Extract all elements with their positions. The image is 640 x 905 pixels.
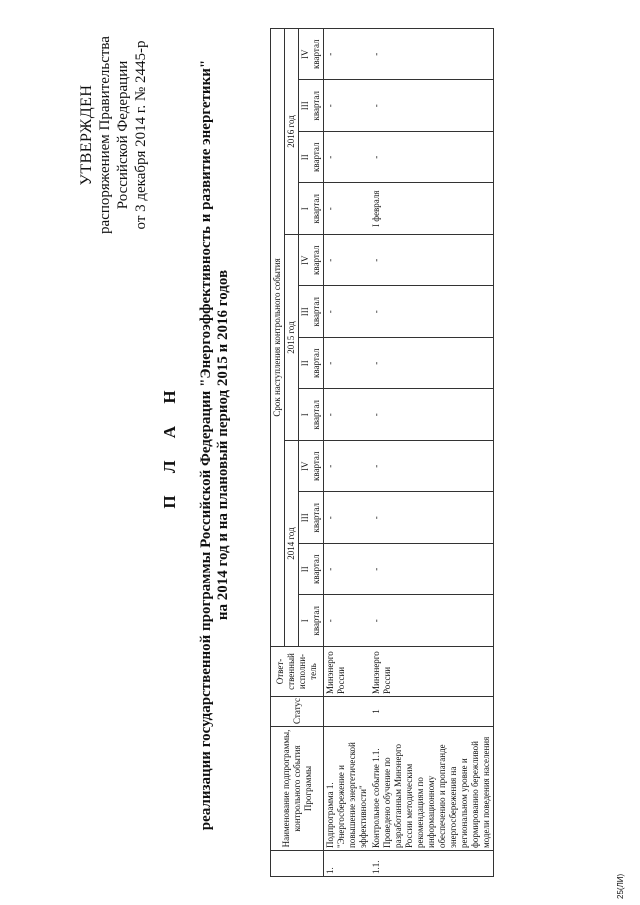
quarter-word: квартал bbox=[311, 554, 321, 584]
quarter-word: квартал bbox=[311, 245, 321, 275]
deadline-cell: - bbox=[370, 389, 494, 441]
quarter-header bbox=[299, 595, 324, 647]
quarter-header bbox=[299, 286, 324, 338]
deadline-cell: - bbox=[370, 286, 494, 338]
quarter-header bbox=[299, 338, 324, 390]
quarter-word: квартал bbox=[311, 39, 321, 69]
deadline-cell: - bbox=[324, 183, 371, 235]
row-number: 1. bbox=[324, 851, 371, 877]
header-executor: Ответ-ственный исполни-тель bbox=[271, 647, 324, 697]
deadline-cell: - bbox=[370, 80, 494, 132]
approval-line-2: Российской Федерации bbox=[115, 60, 131, 210]
quarter-header bbox=[299, 80, 324, 132]
quarter-roman: I bbox=[300, 413, 310, 417]
table-body bbox=[324, 28, 494, 876]
deadline-cell: - bbox=[370, 132, 494, 184]
row-executor: Минэнерго России bbox=[324, 647, 371, 697]
quarter-roman: IV bbox=[300, 49, 310, 59]
title-line-1: реализации государственной программы Российской Федерации "Энергоэффективность и развитие энергетики" bbox=[198, 59, 214, 831]
quarter-word: квартал bbox=[311, 400, 321, 430]
header-deadline: Срок наступления контрольного события bbox=[271, 28, 285, 646]
table-row bbox=[370, 28, 494, 876]
approval-line-3: от 3 декабря 2014 г. № 2445-р bbox=[133, 40, 149, 230]
deadline-cell: - bbox=[370, 544, 494, 596]
deadline-cell: - bbox=[324, 441, 371, 493]
approval-heading: УТВЕРЖДЕН bbox=[78, 84, 95, 186]
quarter-word: квартал bbox=[311, 503, 321, 533]
quarter-word: квартал bbox=[311, 91, 321, 121]
deadline-cell: - bbox=[324, 492, 371, 544]
deadline-cell: - bbox=[370, 595, 494, 647]
quarter-header bbox=[299, 132, 324, 184]
quarter-roman: II bbox=[300, 154, 310, 161]
quarter-roman: IV bbox=[300, 461, 310, 471]
table-row bbox=[324, 28, 371, 876]
header-year-2014: 2014 год bbox=[285, 441, 299, 647]
row-number: 1.1. bbox=[370, 851, 494, 877]
quarter-header bbox=[299, 235, 324, 287]
header-status: Статус bbox=[271, 697, 324, 727]
deadline-cell: - bbox=[324, 80, 371, 132]
quarter-word: квартал bbox=[311, 451, 321, 481]
deadline-cell: I февраля bbox=[370, 183, 494, 235]
deadline-cell: - bbox=[324, 338, 371, 390]
row-executor: Минэнерго России bbox=[370, 647, 494, 697]
quarter-roman: III bbox=[300, 307, 310, 317]
quarter-word: квартал bbox=[311, 297, 321, 327]
quarter-header bbox=[299, 28, 324, 80]
plan-table bbox=[270, 28, 494, 877]
row-status: 1 bbox=[370, 697, 494, 727]
quarter-header bbox=[299, 492, 324, 544]
quarter-header bbox=[299, 441, 324, 493]
document-title bbox=[160, 45, 232, 845]
quarter-roman: I bbox=[300, 619, 310, 623]
deadline-cell: - bbox=[324, 28, 371, 80]
header-name: Наименование подпрограммы, контрольного события Программы bbox=[271, 727, 324, 851]
quarter-roman: I bbox=[300, 207, 310, 211]
deadline-cell: - bbox=[324, 544, 371, 596]
quarter-header bbox=[299, 183, 324, 235]
approval-stamp bbox=[78, 25, 150, 245]
row-status bbox=[324, 697, 371, 727]
quarter-header bbox=[299, 544, 324, 596]
deadline-cell: - bbox=[370, 492, 494, 544]
sheet-code: 25(ЛИ) bbox=[616, 873, 625, 899]
quarter-word: квартал bbox=[311, 142, 321, 172]
deadline-cell: - bbox=[324, 286, 371, 338]
deadline-cell: - bbox=[370, 441, 494, 493]
quarter-word: квартал bbox=[311, 194, 321, 224]
deadline-cell: - bbox=[324, 235, 371, 287]
deadline-cell: - bbox=[370, 28, 494, 80]
plan-heading: П Л А Н bbox=[160, 381, 179, 509]
deadline-cell: - bbox=[370, 338, 494, 390]
deadline-cell: - bbox=[324, 595, 371, 647]
quarter-roman: III bbox=[300, 513, 310, 523]
deadline-cell: - bbox=[324, 389, 371, 441]
header-year-2015: 2015 год bbox=[285, 235, 299, 441]
quarter-word: квартал bbox=[311, 606, 321, 636]
quarter-roman: IV bbox=[300, 255, 310, 265]
deadline-cell: - bbox=[324, 132, 371, 184]
row-name: Подпрограмма 1. "Энергосбережение и повышение энергетической эффективности" bbox=[324, 727, 371, 851]
quarter-roman: II bbox=[300, 566, 310, 573]
title-line-2: на 2014 год и на плановый период 2015 и 2016 годов bbox=[215, 269, 231, 621]
quarter-word: квартал bbox=[311, 348, 321, 378]
approval-line-1: распоряжением Правительства bbox=[97, 36, 113, 234]
row-name: Контрольное событие 1.1. Проведено обучение по разработанным Минэнерго России методическим рекомендациям по информационному обеспечению и пропаганде энергосбережения на региональном уровне и формированию бережливой модели поведения населения bbox=[370, 727, 494, 851]
quarter-roman: III bbox=[300, 101, 310, 111]
header-year-2016: 2016 год bbox=[285, 28, 299, 234]
quarter-header bbox=[299, 389, 324, 441]
deadline-cell: - bbox=[370, 235, 494, 287]
quarter-roman: II bbox=[300, 360, 310, 367]
header-num bbox=[271, 851, 324, 877]
